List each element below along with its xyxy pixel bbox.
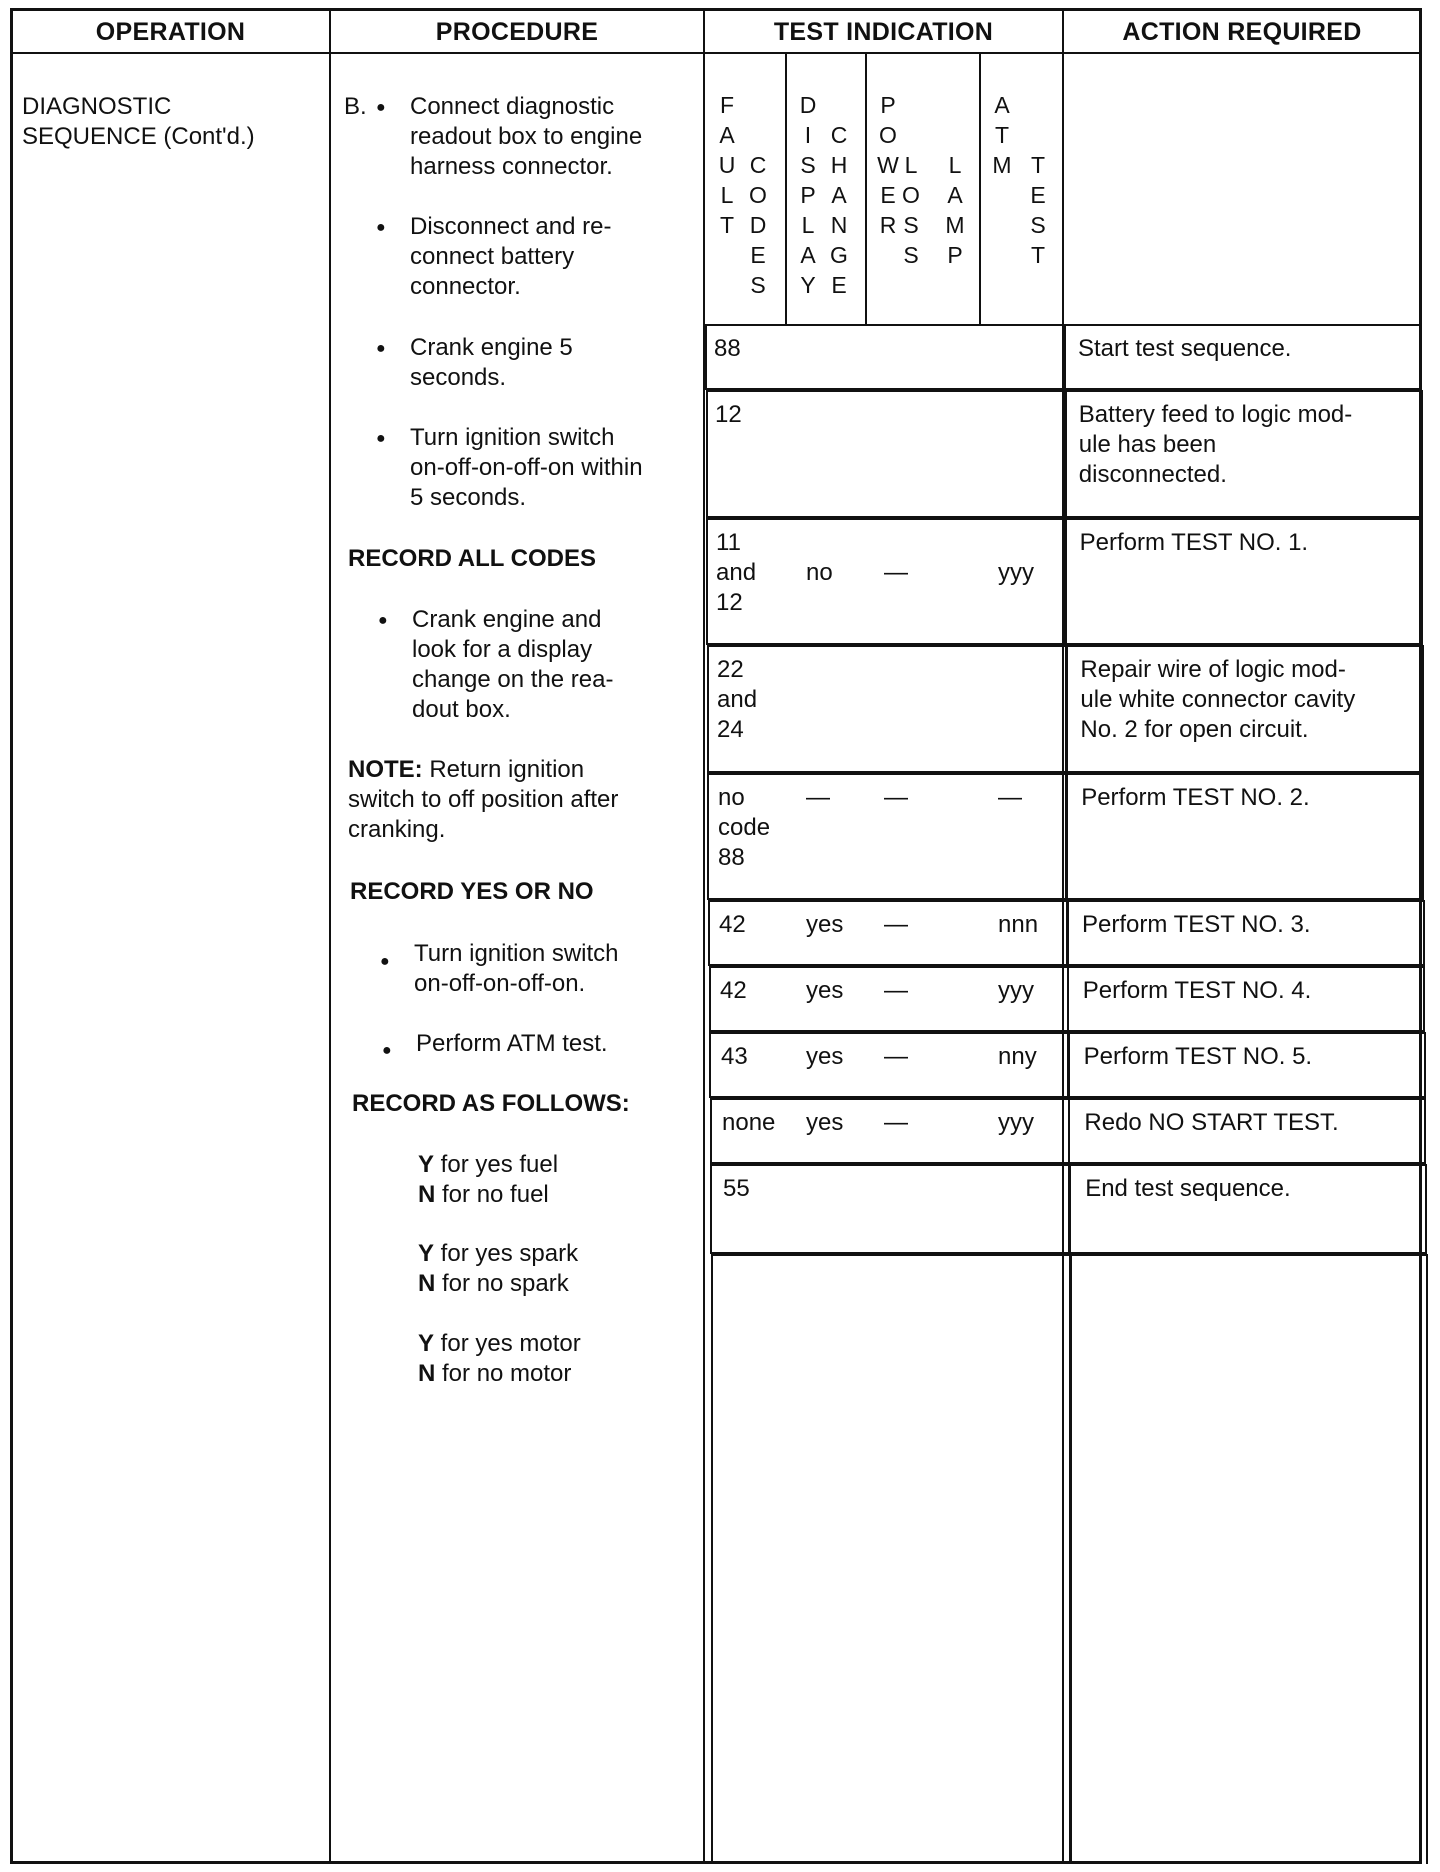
display-change-cell: no [806,559,833,586]
action-line: End test sequence. [1085,1175,1291,1202]
record-all-codes-heading: RECORD ALL CODES [348,545,597,572]
display-change-cell: yes [806,1043,844,1070]
step-5-line: dout box. [412,696,511,723]
note-label: NOTE: [348,756,423,783]
header-operation: OPERATION [95,17,246,46]
legend-text: for no spark [435,1270,569,1297]
header-action-required: ACTION REQUIRED [1122,17,1362,46]
header-test-indication: TEST INDICATION [773,17,994,46]
subcol-divider-1 [785,52,787,324]
step-3-line: seconds. [410,364,507,391]
procedure-note [348,755,618,845]
action-required-cell [1085,1174,1290,1204]
action-line: No. 2 for open circuit. [1080,716,1309,743]
test-row-box [706,390,1066,518]
fault-code-cell: 43 [721,1043,748,1070]
power-loss-lamp-cell: — [884,1043,908,1070]
step-5-line: look for a display [412,636,593,663]
fault-code-cell: 42 [720,977,747,1004]
action-line: Perform TEST NO. 3. [1082,911,1311,938]
bullet-icon: ● [380,953,390,970]
procedure-step-2 [410,212,611,302]
bullet-icon: ● [376,219,386,236]
legend-letter: Y [418,1151,435,1178]
step-1-line: readout box to engine [410,123,643,150]
note-line: Return ignition [422,756,585,783]
test-row-box [707,645,1067,773]
step-2-line: Disconnect and re- [410,213,612,240]
power-loss-lamp-cell: — [884,559,908,586]
power-loss-lamp-cell: — [884,977,908,1004]
legend-text: for no motor [435,1360,572,1387]
legend-letter: N [418,1360,436,1387]
procedure-step-7: Perform ATM test. [416,1030,608,1057]
subheader-loss: L O S S [902,152,920,268]
bullet-icon: ● [378,612,388,629]
header-procedure: PROCEDURE [435,17,599,46]
subheader-atm: A T M [992,92,1012,178]
empty-test-cell [711,1254,1071,1864]
note-line: cranking. [348,816,446,843]
step-3-line: Crank engine 5 [410,334,573,361]
subheader-fault: F A U L T [718,92,736,238]
fault-code-cell: 55 [723,1175,750,1202]
action-line: disconnected. [1078,461,1227,488]
display-change-cell: yes [806,911,844,938]
subheader-lamp: L A M P [945,152,965,268]
power-loss-lamp-cell: — [884,1109,908,1136]
operation-label [22,92,255,152]
bullet-icon: ● [376,340,386,357]
col-divider-1 [329,10,331,1864]
legend-letter: Y [418,1240,435,1267]
subheader-change: C H A N G E [830,122,848,298]
atm-test-cell: yyy [998,559,1034,586]
note-line: switch to off position after [348,786,619,813]
action-required-cell [1081,783,1310,813]
action-line: Perform TEST NO. 4. [1082,977,1312,1004]
action-line: Perform TEST NO. 2. [1081,784,1310,811]
action-line: Repair wire of logic mod- [1080,656,1346,683]
procedure-step-4 [410,423,643,513]
legend-letter: Y [418,1330,435,1357]
action-required-cell [1080,528,1309,558]
action-line: ule has been [1078,431,1217,458]
record-yes-no-heading: RECORD YES OR NO [350,878,594,905]
subheader-test: T E S T [1030,152,1046,268]
legend-spark [418,1239,578,1299]
action-required-cell [1080,655,1355,745]
step-6-line: on-off-on-off-on. [414,970,586,997]
step-4-line: on-off-on-off-on within [410,454,643,481]
action-line: Start test sequence. [1078,335,1292,362]
subcol-divider-2 [865,52,867,324]
atm-test-cell: yyy [998,1109,1034,1136]
legend-fuel [418,1150,558,1210]
subheader-power: P O W E R [877,92,899,238]
step-2-line: connector. [410,273,521,300]
legend-text: for no fuel [435,1181,549,1208]
step-prefix: B. [344,93,367,120]
step-4-line: 5 seconds. [410,484,527,511]
action-line: Perform TEST NO. 5. [1083,1043,1313,1070]
procedure-step-1 [410,92,642,182]
record-as-follows-heading: RECORD AS FOLLOWS: [352,1090,630,1117]
bullet-icon: ● [376,430,386,447]
atm-test-cell: nnn [998,911,1039,938]
action-required-cell [1079,400,1352,490]
bullet-icon: ● [382,1042,392,1059]
fault-code-cell: 88 [714,335,741,362]
procedure-step-6 [414,939,619,999]
legend-letter: N [418,1181,436,1208]
empty-action-cell [1070,1254,1428,1864]
legend-text: for yes fuel [434,1151,559,1178]
procedure-step-5 [412,605,613,725]
action-line: Battery feed to logic mod- [1078,401,1353,428]
action-required-cell [1084,1108,1338,1138]
action-line: ule white connector cavity [1080,686,1356,713]
fault-code-cell: none [722,1109,776,1136]
step-6-line: Turn ignition switch [414,940,619,967]
test-row-box [705,324,1065,390]
display-change-cell: yes [806,977,844,1004]
atm-test-cell: nny [998,1043,1037,1070]
action-required-cell [1078,334,1291,364]
action-line: Redo NO START TEST. [1084,1109,1339,1136]
action-required-cell [1084,1042,1313,1072]
step-5-line: change on the rea- [412,666,614,693]
fault-code-cell: 11 and 12 [716,529,757,616]
power-loss-lamp-cell: — [884,911,908,938]
operation-line-1: DIAGNOSTIC [22,93,172,120]
test-row-box [710,1164,1070,1254]
fault-code-cell: 22 and 24 [717,656,758,743]
display-change-cell: — [806,784,830,811]
bullet-icon: ● [376,99,386,116]
step-5-line: Crank engine and [412,606,602,633]
power-loss-lamp-cell: — [884,784,908,811]
step-2-line: connect battery [410,243,575,270]
action-line: Perform TEST NO. 1. [1079,529,1309,556]
step-1-line: harness connector. [410,153,613,180]
procedure-step-3 [410,333,573,393]
atm-test-cell: yyy [998,977,1034,1004]
fault-code-cell: no code 88 [718,784,771,871]
legend-letter: N [418,1270,436,1297]
col-divider-2 [703,10,705,1864]
step-4-line: Turn ignition switch [410,424,615,451]
subheader-display: D I S P L A Y [799,92,817,298]
legend-motor [418,1329,581,1389]
fault-code-cell: 42 [719,911,746,938]
subheader-codes: C O D E S [749,152,767,298]
atm-test-cell: — [998,784,1022,811]
subcol-divider-3 [979,52,981,324]
legend-text: for yes spark [434,1240,579,1267]
display-change-cell: yes [806,1109,844,1136]
step-1-line: Connect diagnostic [410,93,615,120]
fault-code-cell: 12 [715,401,742,428]
legend-text: for yes motor [434,1330,581,1357]
action-required-cell [1083,976,1312,1006]
action-required-cell [1082,910,1311,940]
operation-line-2: SEQUENCE (Cont'd.) [22,123,255,150]
